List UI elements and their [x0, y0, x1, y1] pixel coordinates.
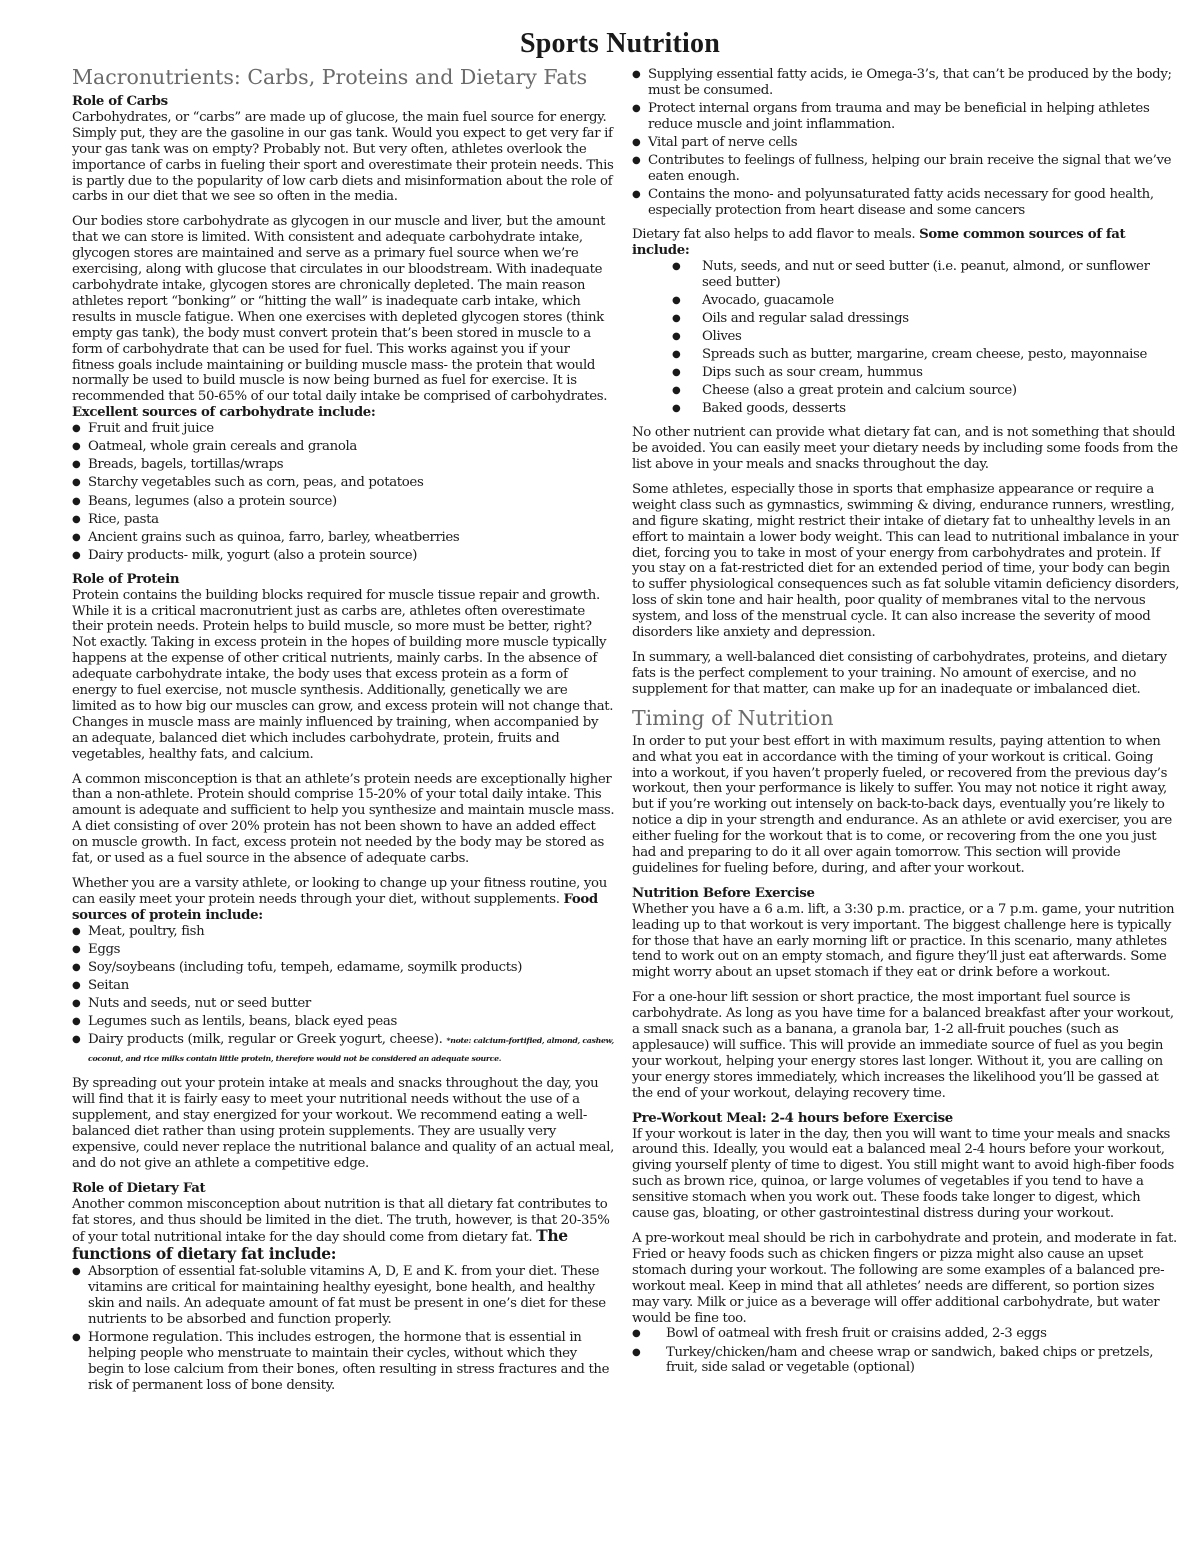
dairy-item-text: Dairy products (milk, regular or Greek yogurt, cheese).: [88, 1032, 443, 1048]
before-exercise-paragraph-2: For a one-hour lift session or short practice, the most important fuel source is carbohydrate. As long as you have time for a balanced breakfast after your workout, a small snack such as a banana, a granola bar, 1-2 all-fruit pouches (such as applesauce) will suffice. This will provide an immediate source of fuel as you begin your workout, helping your energy stores last longer. Without it, you are calling on your energy stores immediately, which increases the likelihood you’ll be gassed at the end of your workout, delaying recovery time.: [632, 990, 1174, 1101]
list-item: ● Eggs: [72, 942, 615, 958]
list-item: ● Bowl of oatmeal with fresh fruit or craisins added, 2-3 eggs: [632, 1326, 1180, 1342]
list-item: ● Breads, bagels, tortillas/wraps: [72, 457, 615, 473]
role-of-carbs-heading: Role of Carbs: [72, 94, 168, 109]
nutrition-before-exercise-heading: Nutrition Before Exercise: [632, 885, 815, 901]
carbs-paragraph-1: Carbohydrates, or “carbs” are made up of glucose, the main fuel source for energy. Simply put, they are the gasoline in our gas tank. Would you expect to get very far if your gas tank was on empty? Probably not. But very often, athletes overlook the importance of carbs in fueling their sport and overestimate their protein needs. This is partly due to the popularity of low carb diets and misinformation about the role of carbs in our diet that we see so often in the media.: [72, 109, 614, 205]
fat-flavor-paragraph: [632, 227, 1180, 259]
list-item: ● Soy/soybeans (including tofu, tempeh, edamame, soymilk products): [72, 960, 615, 976]
fat-functions-list-left: [72, 1264, 615, 1393]
carb-sources-lead: Excellent sources of carbohydrate include:: [72, 405, 376, 421]
list-item: ● Absorption of essential fat-soluble vitamins A, D, E and K. from your diet. These vitamins are critical for maintaining healthy eyesight, bone health, and healthy skin and nails. An adequate amount of fat must be present in one’s diet for these nutrients to be absorbed and function properly.: [72, 1264, 615, 1328]
dairy-footnote: *note: calcium-fortified, almond, cashew, coconut, and rice milks contain little protein, therefore would not be considered an adequate source.: [88, 1036, 614, 1064]
carb-sources-list: [72, 421, 615, 564]
carbs-paragraph-2: [72, 214, 615, 421]
list-item: ● Olives: [632, 329, 1180, 345]
list-item: ● Oils and regular salad dressings: [632, 311, 1180, 327]
list-item: ● Legumes such as lentils, beans, black eyed peas: [72, 1014, 615, 1030]
list-item: ● Supplying essential fatty acids, ie Omega-3’s, that can’t be produced by the body; must be consumed.: [632, 67, 1180, 99]
list-item: ● Nuts, seeds, and nut or seed butter (i.e. peanut, almond, or sunflower seed butter): [632, 259, 1180, 291]
timing-of-nutrition-heading: Timing of Nutrition: [632, 705, 834, 730]
some-athletes-paragraph: Some athletes, especially those in sports that emphasize appearance or require a weight class such as gymnastics, swimming & diving, endurance runners, wrestling, and figure skating, might restrict their intake of dietary fat to unhealthy levels in an effort to maintain a lower body weight. This can lead to nutritional imbalance in your diet, forcing you to take in most of your energy from carbohydrates and protein. If you stay on a fat-restricted diet for an extended period of time, your body can begin to suffer physiological consequences such as fat soluble vitamin deficiency disorders, loss of skin tone and hair health, poor quality of membranes vital to the nervous system, and loss of the menstrual cycle. It can also increase the severity of mood disorders like anxiety and depression.: [632, 481, 1180, 641]
meal-examples-list: [632, 1326, 1180, 1376]
fat-sources-lead: Some common sources of fat include:: [632, 226, 1126, 258]
list-item: ● Baked goods, desserts: [632, 401, 1180, 417]
list-item: ● Rice, pasta: [72, 512, 615, 528]
list-item: ● Nuts and seeds, nut or seed butter: [72, 996, 615, 1012]
before-exercise-paragraph-1: Whether you have a 6 a.m. lift, a 3:30 p.m. practice, or a 7 p.m. game, your nutrition leading up to that workout is very important. The biggest challenge here is typically for those that have an early morning lift or practice. In this scenario, many athletes tend to work out on an empty stomach, and figure they’ll just eat afterwards. Some might worry about an upset stomach if they eat or drink before a workout.: [632, 901, 1175, 981]
left-column: [72, 66, 615, 1402]
protein-sources-lead: Food sources of protein include:: [72, 891, 598, 923]
fat-flavor-text: Dietary fat also helps to add flavor to meals.: [632, 226, 916, 242]
page-title: Sports Nutrition: [520, 28, 720, 59]
fat-functions-lead: The functions of dietary fat include:: [72, 1226, 568, 1264]
list-item: ● Oatmeal, whole grain cereals and granola: [72, 439, 615, 455]
list-item: ● Seitan: [72, 978, 615, 994]
protein-paragraph-4: By spreading out your protein intake at meals and snacks throughout the day, you will find that it is fairly easy to meet your nutritional needs without the use of a supplement, and stay energized for your workout. We recommend eating a well-balanced diet rather than using protein supplements. They are usually very expensive, could never replace the nutritional balance and quality of an actual meal, and do not give an athlete a competitive edge.: [72, 1076, 614, 1171]
pre-workout-paragraph-2: A pre-workout meal should be rich in carbohydrate and protein, and moderate in fat. Fried or heavy foods such as chicken fingers or pizza might also cause an upset stomach during your workout. The following are some examples of a balanced pre-workout meal. Keep in mind that all athletes’ needs are different, so portion sizes may vary. Milk or juice as a beverage will offer additional carbohydrate, but water would be fine too.: [632, 1230, 1177, 1326]
list-item: ● Fruit and fruit juice: [72, 421, 615, 437]
list-item: ● Spreads such as butter, margarine, cream cheese, pesto, mayonnaise: [632, 347, 1180, 363]
list-item: ● Ancient grains such as quinoa, farro, barley, wheatberries: [72, 530, 615, 546]
fat-functions-list-right: [632, 67, 1180, 219]
list-item: ● Starchy vegetables such as corn, peas, and potatoes: [72, 475, 615, 491]
fat-paragraph-1: [72, 1197, 615, 1265]
role-of-protein-heading: Role of Protein: [72, 571, 180, 587]
right-column: [632, 67, 1180, 1384]
list-item: ● Contains the mono- and polyunsaturated fatty acids necessary for good health, especially protection from heart disease and some cancers: [632, 187, 1180, 219]
list-item: ● Dairy products- milk, yogurt (also a protein source): [72, 548, 615, 564]
list-item: ● Beans, legumes (also a protein source): [72, 494, 615, 510]
summary-paragraph: In summary, a well-balanced diet consisting of carbohydrates, proteins, and dietary fats is the perfect complement to your training. No amount of exercise, and no supplement for that matter, can make up for an inadequate or imbalanced diet.: [632, 649, 1167, 697]
pre-workout-paragraph-1: If your workout is later in the day, then you will want to time your meals and snacks around this. Ideally, you would eat a balanced meal 2-4 hours before your workout, giving yourself plenty of time to digest. You still might want to avoid high-fiber foods such as brown rice, quinoa, or large volumes of vegetables if you tend to have a sensitive stomach when you work out. These foods take longer to digest, which cause gas, bloating, or other gastrointestinal distress during your workout.: [632, 1126, 1174, 1222]
pre-workout-meal-heading: Pre-Workout Meal: 2-4 hours before Exercise: [632, 1110, 953, 1126]
macronutrients-heading: Macronutrients: Carbs, Proteins and Dietary Fats: [72, 65, 588, 89]
protein-paragraph-3-text: Whether you are a varsity athlete, or looking to change up your fitness routine, you can easily meet your protein needs through your diet, without supplements.: [72, 876, 607, 907]
timing-paragraph: In order to put your best effort in with maximum results, paying attention to when and what you eat in accordance with the timing of your workout is critical. Going into a workout, if you haven’t properly fueled, or recovered from the previous day’s workout, then your performance is likely to suffer. You may not notice it right away, but if you’re working out intensely on back-to-back days, eventually you’re likely to notice a dip in your strength and endurance. As an athlete or avid exerciser, you are either fueling for the workout that is to come, or recovering from the one you just had and preparing to do it all over again tomorrow. This section will provide guidelines for fueling before, during, and after your workout.: [632, 733, 1172, 876]
list-item: ● Contributes to feelings of fullness, helping our brain receive the signal that we’ve eaten enough.: [632, 153, 1180, 185]
fat-paragraph-1-text: Another common misconception about nutrition is that all dietary fat contributes to fat stores, and thus should be limited in the diet. The truth, however, is that 20-35% of your total nutritional intake for the day should come from dietary fat.: [72, 1196, 610, 1246]
list-item: ● Meat, poultry, fish: [72, 924, 615, 940]
list-item: ● Vital part of nerve cells: [632, 135, 1180, 151]
carbs-paragraph-2-text: Our bodies store carbohydrate as glycogen in our muscle and liver, but the amount that we can store is limited. With consistent and adequate carbohydrate intake, glycogen stores are maintained and serve as a primary fuel source when we’re exercising, along with glucose that circulates in our bloodstream. With inadequate carbohydrate intake, glycogen stores are chronically depleted. The main reason athletes report “bonking” or “hitting the wall” is inadequate carb intake, which results in muscle fatigue. When one exercises with depleted glycogen stores (think empty gas tank), the body must convert protein that’s been stored in muscle to a form of carbohydrate that can be used for fuel. This works against you if your fitness goals include maintaining or building muscle mass- the protein that would normally be used to build muscle is now being burned as fuel for exercise. It is recommended that 50-65% of our total daily intake be comprised of carbohydrates.: [72, 214, 608, 405]
role-of-dietary-fat-heading: Role of Dietary Fat: [72, 1180, 206, 1196]
protein-paragraph-3: [72, 876, 615, 924]
list-item-dairy: [72, 1032, 615, 1068]
protein-sources-list: [72, 924, 615, 1069]
list-item: ● Protect internal organs from trauma and may be beneficial in helping athletes reduce muscle and joint inflammation.: [632, 101, 1180, 133]
list-item: ● Avocado, guacamole: [632, 293, 1180, 309]
protein-paragraph-1: Protein contains the building blocks required for muscle tissue repair and growth. While it is a critical macronutrient just as carbs are, athletes often overestimate their protein needs. Protein helps to build muscle, so more must be better, right? Not exactly. Taking in excess protein in the hopes of building more muscle typically happens at the expense of other critical nutrients, mainly carbs. In the absence of adequate carbohydrate intake, the body uses that excess protein as a form of energy to fuel exercise, not muscle synthesis. Additionally, genetically we are limited as to how big our muscles can grow, and excess protein will not change that. Changes in muscle mass are mainly influenced by training, when accompanied by an adequate, balanced diet which includes carbohydrate, protein, fruits and vegetables, healthy fats, and calcium.: [72, 587, 614, 762]
list-item: ● Hormone regulation. This includes estrogen, the hormone that is essential in helping people who menstruate to maintain their cycles, without which they begin to lose calcium from their bones, often resulting in stress fractures and the risk of permanent loss of bone density.: [72, 1330, 615, 1394]
list-item: ● Dips such as sour cream, hummus: [632, 365, 1180, 381]
no-other-nutrient-paragraph: No other nutrient can provide what dietary fat can, and is not something that should be avoided. You can easily meet your dietary needs by including some foods from the list above in your meals and snacks throughout the day.: [632, 425, 1178, 472]
protein-paragraph-2: A common misconception is that an athlete’s protein needs are exceptionally higher than a non-athlete. Protein should comprise 15-20% of your total daily intake. This amount is adequate and sufficient to help you synthesize and maintain muscle mass. A diet consisting of over 20% protein has not been shown to have an added effect on muscle growth. In fact, excess protein not needed by the body may be stored as fat, or used as a fuel source in the absence of adequate carbs.: [72, 771, 615, 867]
list-item: ● Cheese (also a great protein and calcium source): [632, 383, 1180, 399]
list-item: ● Turkey/chicken/ham and cheese wrap or sandwich, baked chips or pretzels, fruit, side salad or vegetable (optional): [632, 1345, 1180, 1377]
fat-sources-list: [632, 259, 1180, 417]
